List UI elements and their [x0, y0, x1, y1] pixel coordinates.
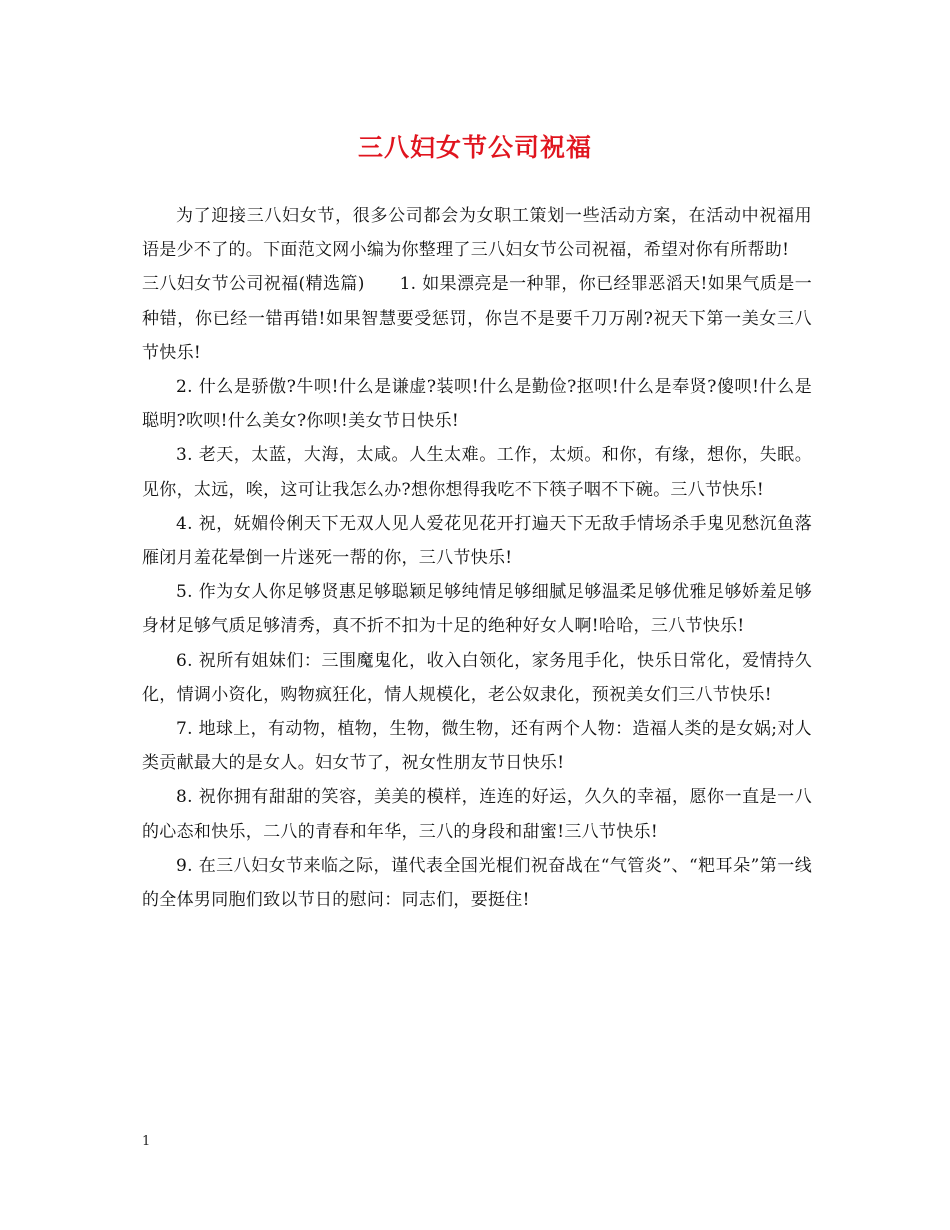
paragraph-5: 5. 作为女人你足够贤惠足够聪颖足够纯情足够细腻足够温柔足够优雅足够娇羞足够身材足够气质足够清秀，真不折不扣为十足的绝种好女人啊!哈哈，三八节快乐!	[142, 582, 812, 637]
paragraph-6: 6. 祝所有姐妹们：三围魔鬼化，收入白领化，家务甩手化，快乐日常化，爱情持久化，情调小资化，购物疯狂化，情人规模化，老公奴隶化，预祝美女们三八节快乐!	[142, 650, 812, 705]
paragraph-2: 2. 什么是骄傲?牛呗!什么是谦虚?装呗!什么是勤俭?抠呗!什么是奉贤?傻呗!什么是聪明?吹呗!什么美女?你呗!美女节日快乐!	[142, 377, 812, 432]
document-body	[142, 199, 812, 917]
paragraph-1: 三八妇女节公司祝福(精选篇) 1. 如果漂亮是一种罪，你已经罪恶滔天!如果气质是一种错，你已经一错再错!如果智慧要受惩罚，你岂不是要千刀万剐?祝天下第一美女三八节快乐!	[142, 274, 812, 363]
paragraph-7: 7. 地球上，有动物，植物，生物，微生物，还有两个人物：造福人类的是女娲;对人类贡献最大的是女人。妇女节了，祝女性朋友节日快乐!	[142, 719, 812, 774]
page-number: 1	[142, 1134, 151, 1149]
paragraph-9: 9. 在三八妇女节来临之际，谨代表全国光棍们祝奋战在“气管炎”、“粑耳朵”第一线的全体男同胞们致以节日的慰问：同志们，要挺住!	[142, 855, 812, 911]
paragraph-4: 4. 祝，妩媚伶俐天下无双人见人爱花见花开打遍天下无敌手情场杀手鬼见愁沉鱼落雁闭月羞花晕倒一片迷死一帮的你，三八节快乐!	[142, 513, 812, 569]
page-title: 三八妇女节公司祝福	[357, 133, 592, 162]
paragraph-3: 3. 老天，太蓝，大海，太咸。人生太难。工作，太烦。和你，有缘，想你，失眠。见你，太远，唉，这可让我怎么办?想你想得我吃不下筷子咽不下碗。三八节快乐!	[142, 445, 812, 500]
intro-paragraph: 为了迎接三八妇女节，很多公司都会为女职工策划一些活动方案，在活动中祝福用语是少不了的。下面范文网小编为你整理了三八妇女节公司祝福，希望对你有所帮助!	[142, 206, 812, 261]
paragraph-8: 8. 祝你拥有甜甜的笑容，美美的模样，连连的好运，久久的幸福，愿你一直是一八的心态和快乐，二八的青春和年华，三八的身段和甜蜜!三八节快乐!	[142, 787, 812, 842]
